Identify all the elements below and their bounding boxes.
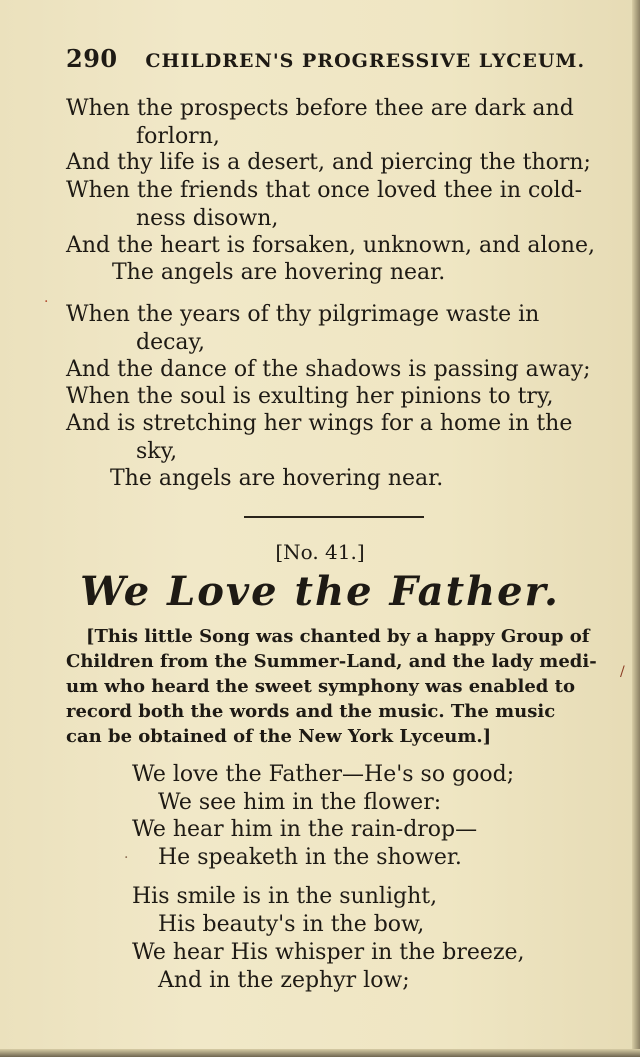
verse-line: His beauty's in the bow,: [158, 912, 425, 937]
verse-line: We see him in the flower:: [158, 790, 442, 815]
note-line: Children from the Summer-Land, and the lady medi-: [66, 651, 597, 672]
verse-line: We hear him in the rain-drop—: [132, 817, 478, 842]
page-header: [66, 44, 600, 73]
poem-line: And is stretching her wings for a home in the: [66, 411, 573, 436]
poem-line: ness disown,: [136, 206, 279, 231]
poem-line: When the years of thy pilgrimage waste in: [66, 302, 540, 327]
verse-line: And in the zephyr low;: [158, 968, 410, 993]
poem-line: sky,: [136, 439, 178, 464]
song-title: We Love the Father.: [80, 568, 560, 615]
ink-speck: /: [620, 664, 625, 680]
song-number: [No. 41.]: [275, 540, 365, 564]
note-line: [This little Song was chanted by a happy Group of: [86, 626, 590, 647]
verse-line: His smile is in the sunlight,: [132, 884, 438, 909]
note-line: um who heard the sweet symphony was enabled to: [66, 676, 575, 697]
verse-line: We love the Father—He's so good;: [132, 762, 515, 787]
section-divider: [244, 516, 424, 518]
note-line: can be obtained of the New York Lyceum.]: [66, 726, 492, 747]
running-title: CHILDREN'S PROGRESSIVE LYCEUM.: [145, 50, 586, 72]
ink-speck: ·: [124, 850, 129, 866]
page-edge-right: [632, 0, 640, 1057]
note-line: record both the words and the music. The music: [66, 701, 556, 722]
verse-line: He speaketh in the shower.: [158, 845, 462, 870]
poem-refrain: The angels are hovering near.: [112, 260, 446, 285]
ink-speck: ·: [44, 294, 49, 310]
poem-line: And the dance of the shadows is passing away;: [66, 357, 591, 382]
poem-line: When the prospects before thee are dark and: [66, 96, 574, 121]
poem-line: forlorn,: [136, 124, 220, 149]
verse-line: We hear His whisper in the breeze,: [132, 940, 525, 965]
poem-refrain: The angels are hovering near.: [110, 466, 444, 491]
page-edge-bottom: [0, 1049, 640, 1057]
poem-line: When the friends that once loved thee in cold-: [66, 178, 583, 203]
poem-line: And the heart is forsaken, unknown, and alone,: [66, 233, 595, 258]
poem-line: When the soul is exulting her pinions to try,: [66, 384, 554, 409]
poem-line: decay,: [136, 330, 206, 355]
page-number: 290: [66, 44, 118, 73]
poem-line: And thy life is a desert, and piercing the thorn;: [66, 150, 591, 175]
